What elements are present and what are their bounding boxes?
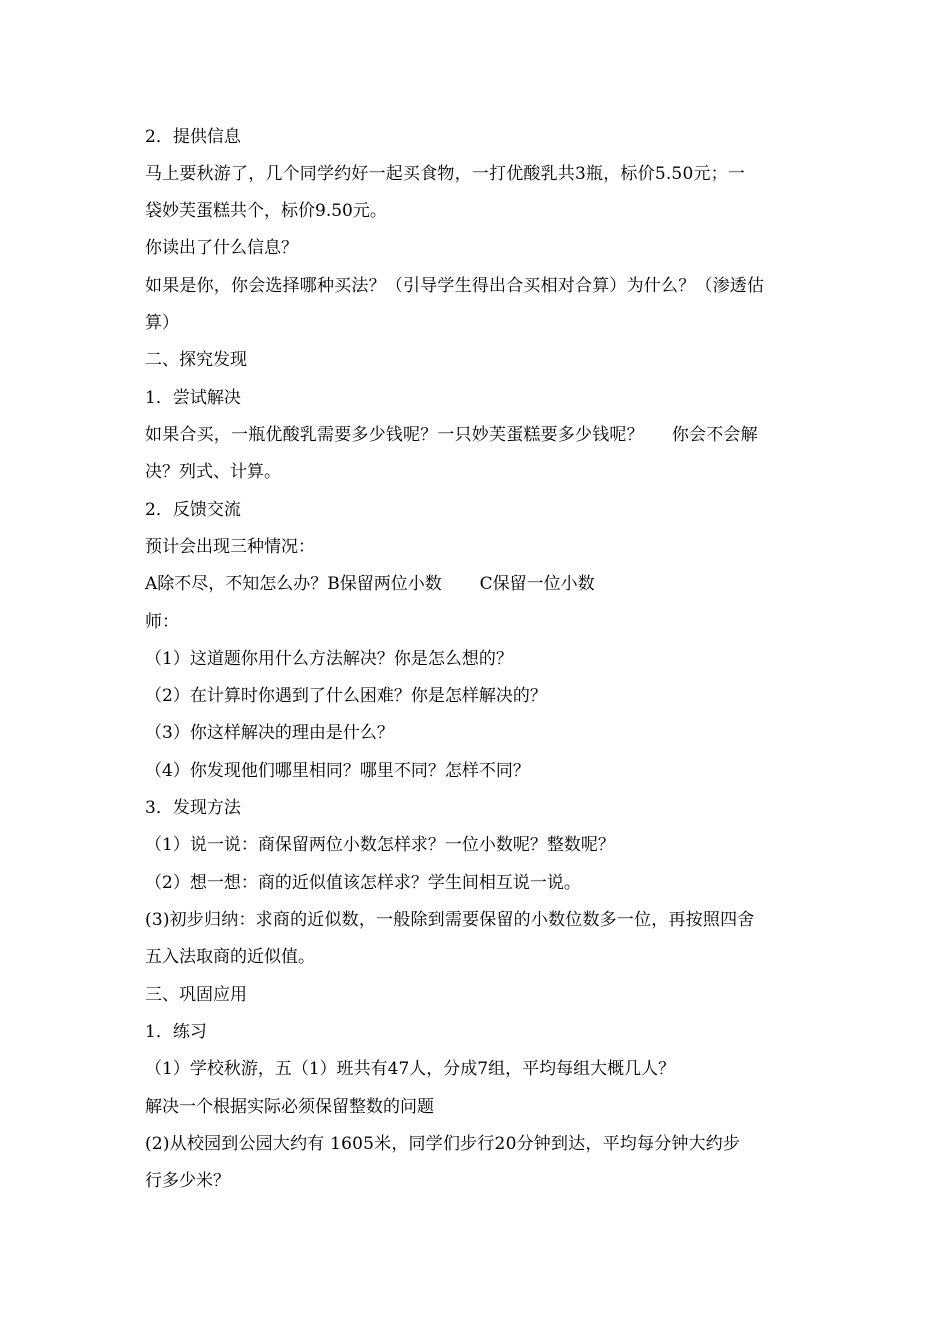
list-item: （1）这道题你用什么方法解决？你是怎么想的？ bbox=[145, 649, 513, 669]
list-item: （1）学校秋游，五（1）班共有47人，分成7组，平均每组大概几人？ bbox=[145, 1059, 676, 1079]
list-item: （1）说一说：商保留两位小数怎样求？一位小数呢？整数呢？ bbox=[145, 835, 615, 855]
paragraph-line: 马上要秋游了，几个同学约好一起买食物，一打优酸乳共3瓶，标价5.50元；一 bbox=[145, 164, 746, 184]
subheading-feedback: 2．反馈交流 bbox=[145, 500, 241, 520]
list-item: (2)从校园到公园大约有 1605米，同学们步行20分钟到达，平均每分钟大约步 bbox=[145, 1134, 741, 1154]
paragraph-line: 预计会出现三种情况： bbox=[145, 537, 315, 557]
list-item: （3）你这样解决的理由是什么？ bbox=[145, 723, 394, 743]
paragraph-line: 算） bbox=[145, 313, 179, 333]
question-line: 你读出了什么信息？ bbox=[145, 238, 298, 258]
subheading-try-solve: 1．尝试解决 bbox=[145, 388, 241, 408]
list-item: （2）在计算时你遇到了什么困难？你是怎样解决的？ bbox=[145, 686, 547, 706]
subheading-practice: 1．练习 bbox=[145, 1022, 207, 1042]
list-item: （2）想一想：商的近似值该怎样求？学生间相互说一说。 bbox=[145, 873, 581, 893]
teacher-label: 师： bbox=[145, 612, 179, 632]
paragraph-line: 决？列式、计算。 bbox=[145, 462, 281, 482]
paragraph-line: 行多少米？ bbox=[145, 1171, 230, 1191]
paragraph-line: A除不尽，不知怎么办？B保留两位小数 C保留一位小数 bbox=[145, 574, 595, 594]
paragraph-line: 袋妙芙蛋糕共个，标价9.50元。 bbox=[145, 201, 387, 221]
paragraph-line: 五入法取商的近似值。 bbox=[145, 947, 315, 967]
section-heading-consolidate: 三、巩固应用 bbox=[145, 985, 247, 1005]
subheading-find-method: 3．发现方法 bbox=[145, 798, 241, 818]
list-item: (3)初步归纳：求商的近似数，一般除到需要保留的小数位数多一位，再按照四舍 bbox=[145, 910, 755, 930]
paragraph-line: 如果是你，你会选择哪种买法？（引导学生得出合买相对合算）为什么？（渗透估 bbox=[145, 276, 765, 296]
paragraph-line: 如果合买，一瓶优酸乳需要多少钱呢？一只妙芙蛋糕要多少钱呢？ 你会不会解 bbox=[145, 425, 758, 445]
heading-provide-info: 2．提供信息 bbox=[145, 127, 241, 147]
paragraph-line: 解决一个根据实际必须保留整数的问题 bbox=[145, 1097, 434, 1117]
section-heading-explore: 二、探究发现 bbox=[145, 350, 247, 370]
list-item: （4）你发现他们哪里相同？哪里不同？怎样不同？ bbox=[145, 761, 530, 781]
